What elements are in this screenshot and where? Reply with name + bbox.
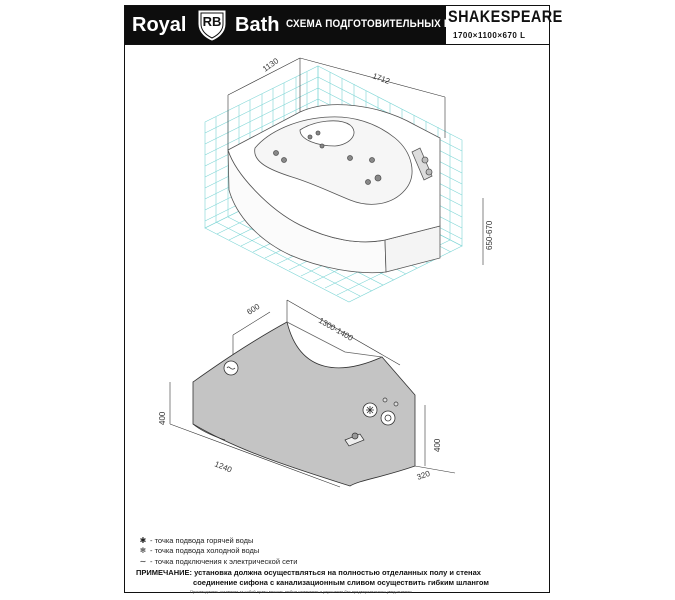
floor-dim-600: 600: [245, 301, 262, 317]
scheme-title: СХЕМА ПОДГОТОВИТЕЛЬНЫХ РАБОТ: [286, 18, 479, 30]
hot-water-point-icon: [363, 403, 377, 417]
legend-label-cold: - точка подвода холодной воды: [150, 546, 260, 556]
top-dim-depth: 1130: [260, 56, 281, 74]
floor-dim-1240: 1240: [213, 459, 234, 475]
model-size: 1700×1100×670 L: [453, 31, 526, 40]
brand-logo-text: RB: [202, 14, 222, 29]
note-label: ПРИМЕЧАНИЕ:: [136, 568, 193, 577]
footer-disclaimer: Производитель оставляет за собой право вносить любые изменения и улучшения без предварительного уведомления: [190, 589, 412, 594]
legend: [136, 535, 297, 567]
floor-dim-1300-1400: 1300-1400: [317, 315, 355, 343]
electric-icon: ∼: [139, 556, 147, 566]
legend-label-hot: - точка подвода горячей воды: [150, 535, 254, 545]
top-dim-height: 650-670: [485, 220, 494, 250]
legend-item-hot: [136, 535, 297, 546]
model-name: SHAKESPEARE: [448, 7, 563, 26]
floor-dim-320: 320: [415, 468, 432, 482]
legend-item-cold: [136, 546, 297, 557]
legend-item-electric: [136, 556, 297, 567]
top-dim-length: 1712: [371, 71, 392, 86]
hot-water-icon: ✱: [139, 535, 147, 545]
note: [136, 568, 546, 587]
note-line-1: установка должна осуществляться на полностью отделанных полу и стенах: [194, 568, 481, 577]
floor-dim-left-400: 400: [158, 411, 167, 425]
legend-label-electric: - точка подключения к электрической сети: [150, 556, 298, 566]
brand-royal: Royal: [132, 14, 187, 36]
brand-bath: Bath: [235, 14, 280, 36]
electric-outlet-icon: [224, 361, 238, 375]
floor-plan: [193, 322, 415, 486]
floor-dim-right-400: 400: [433, 438, 442, 452]
bathtub-iso: [228, 105, 440, 273]
cold-water-point-icon: [381, 411, 395, 425]
note-line-2: соединение сифона с канализационным сливом осуществить гибким шлангом: [193, 577, 489, 587]
cold-water-icon: ❄: [139, 546, 147, 556]
